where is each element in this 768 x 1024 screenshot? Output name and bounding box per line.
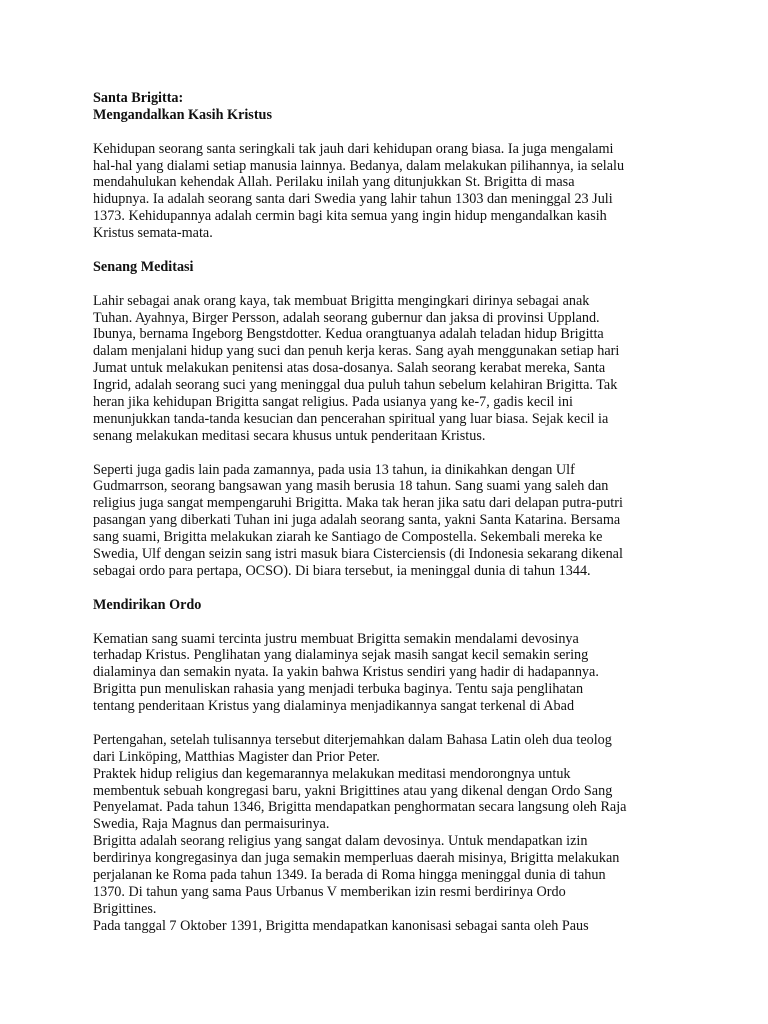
text-line: pasangan yang diberkati Tuhan ini juga adalah seorang santa, yakni Santa Katarina. Bersama <box>93 512 621 529</box>
title-line-1: Santa Brigitta: <box>93 90 184 106</box>
text-line: Pada tanggal 7 Oktober 1391, Brigitta mendapatkan kanonisasi sebagai santa oleh Paus <box>93 917 589 934</box>
paragraph-gap <box>93 124 733 141</box>
text-line: Brigitta adalah seorang religius yang sangat dalam devosinya. Untuk mendapatkan izin <box>93 833 588 850</box>
title-line-2: Mengandalkan Kasih Kristus <box>93 106 272 123</box>
text-line: dari Linköping, Matthias Magister dan Prior Peter. <box>93 748 380 765</box>
paragraph-gap <box>93 614 733 631</box>
text-line: tentang penderitaan Kristus yang dialaminya menjadikannya sangat terkenal di Abad <box>93 698 575 715</box>
text-line: Kematian sang suami tercinta justru membuat Brigitta semakin mendalami devosinya <box>93 630 579 647</box>
text-line: Swedia, Raja Magnus dan permaisurinya. <box>93 816 330 833</box>
text-line: dialaminya dan semakin nyata. Ia yakin bahwa Kristus sendiri yang hadir di hadapannya. <box>93 664 599 681</box>
paragraph-2 <box>93 462 733 580</box>
paragraph-gap <box>93 445 733 462</box>
text-line: Lahir sebagai anak orang kaya, tak membuat Brigitta mengingkari dirinya sebagai anak <box>93 292 590 309</box>
text-line: Pertengahan, setelah tulisannya tersebut diterjemahkan dalam Bahasa Latin oleh dua teolog <box>93 731 612 748</box>
section-heading-mendirikan-ordo: Mendirikan Ordo <box>93 596 202 613</box>
text-line: hal-hal yang dialami setiap manusia lainnya. Bedanya, dalam melakukan pilihannya, ia selalu <box>93 157 625 174</box>
text-line: Kristus semata-mata. <box>93 225 213 242</box>
text-line: membentuk sebuah kongregasi baru, yakni Brigittines atau yang dikenal dengan Ordo Sang <box>93 782 613 799</box>
section-heading-senang-meditasi: Senang Meditasi <box>93 258 194 275</box>
text-line: Seperti juga gadis lain pada zamannya, pada usia 13 tahun, ia dinikahkan dengan Ulf <box>93 461 575 478</box>
paragraph-3 <box>93 631 733 715</box>
text-line: hidupnya. Ia adalah seorang santa dari Swedia yang lahir tahun 1303 dan meninggal 23 Juli <box>93 191 613 208</box>
text-line: Brigitta pun menuliskan rahasia yang menjadi terbuka baginya. Tentu saja penglihatan <box>93 681 584 698</box>
text-line: menunjukkan tanda-tanda kesucian dan pencerahan spiritual yang luar biasa. Sejak kecil ia <box>93 410 609 427</box>
text-line: Kehidupan seorang santa seringkali tak jauh dari kehidupan orang biasa. Ia juga mengalami <box>93 140 614 157</box>
paragraph-gap <box>93 580 733 597</box>
document-page <box>93 90 733 935</box>
text-line: heran jika kehidupan Brigitta sangat religius. Pada usianya yang ke-7, gadis kecil ini <box>93 394 573 411</box>
paragraph-4 <box>93 732 733 935</box>
text-line: perjalanan ke Roma pada tahun 1349. Ia berada di Roma hingga meninggal dunia di tahun <box>93 866 606 883</box>
text-line: dalam menjalani hidup yang suci dan penuh kerja keras. Sang ayah menggunakan setiap hari <box>93 343 620 360</box>
text-line: 1373. Kehidupannya adalah cermin bagi kita semua yang ingin hidup mengandalkan kasih <box>93 208 607 225</box>
paragraph-gap <box>93 242 733 259</box>
text-line: 1370. Di tahun yang sama Paus Urbanus V memberikan izin resmi berdirinya Ordo <box>93 883 566 900</box>
intro-paragraph <box>93 141 733 242</box>
text-line: Gudmarrson, seorang bangsawan yang masih berusia 18 tahun. Sang suami yang saleh dan <box>93 478 609 495</box>
text-line: berdirinya kongregasinya dan juga semakin memperluas daerah misinya, Brigitta melakukan <box>93 850 620 867</box>
document-title <box>93 90 733 124</box>
text-line: senang melakukan meditasi secara khusus untuk penderitaan Kristus. <box>93 427 486 444</box>
text-line: sebagai ordo para pertapa, OCSO). Di biara tersebut, ia meninggal dunia di tahun 1344. <box>93 562 591 579</box>
paragraph-1 <box>93 293 733 445</box>
text-line: Ingrid, adalah seorang suci yang meninggal dua puluh tahun sebelum kelahiran Brigitta. Tak <box>93 377 618 394</box>
paragraph-gap <box>93 715 733 732</box>
text-line: Praktek hidup religius dan kegemarannya melakukan meditasi mendorongnya untuk <box>93 765 571 782</box>
text-line: Ibunya, bernama Ingeborg Bengstdotter. Kedua orangtuanya adalah teladan hidup Brigitta <box>93 326 604 343</box>
text-line: Brigittines. <box>93 900 157 917</box>
text-line: Tuhan. Ayahnya, Birger Persson, adalah seorang gubernur dan jaksa di provinsi Uppland. <box>93 309 600 326</box>
text-line: mendahulukan kehendak Allah. Perilaku inilah yang ditunjukkan St. Brigitta di masa <box>93 174 575 191</box>
text-line: sang suami, Brigitta melakukan ziarah ke Santiago de Compostella. Sekembali mereka ke <box>93 529 603 546</box>
text-line: Penyelamat. Pada tahun 1346, Brigitta mendapatkan penghormatan secara langsung oleh Raja <box>93 799 627 816</box>
text-line: Swedia, Ulf dengan seizin sang istri masuk biara Cisterciensis (di Indonesia sekarang dikenal <box>93 546 623 563</box>
text-line: terhadap Kristus. Penglihatan yang dialaminya sejak masih sangat kecil semakin sering <box>93 647 589 664</box>
paragraph-gap <box>93 276 733 293</box>
text-line: religius juga sangat mempengaruhi Brigitta. Maka tak heran jika satu dari delapan putra-putri <box>93 495 623 512</box>
text-line: Jumat untuk melakukan penitensi atas dosa-dosanya. Salah seorang kerabat mereka, Santa <box>93 360 606 377</box>
